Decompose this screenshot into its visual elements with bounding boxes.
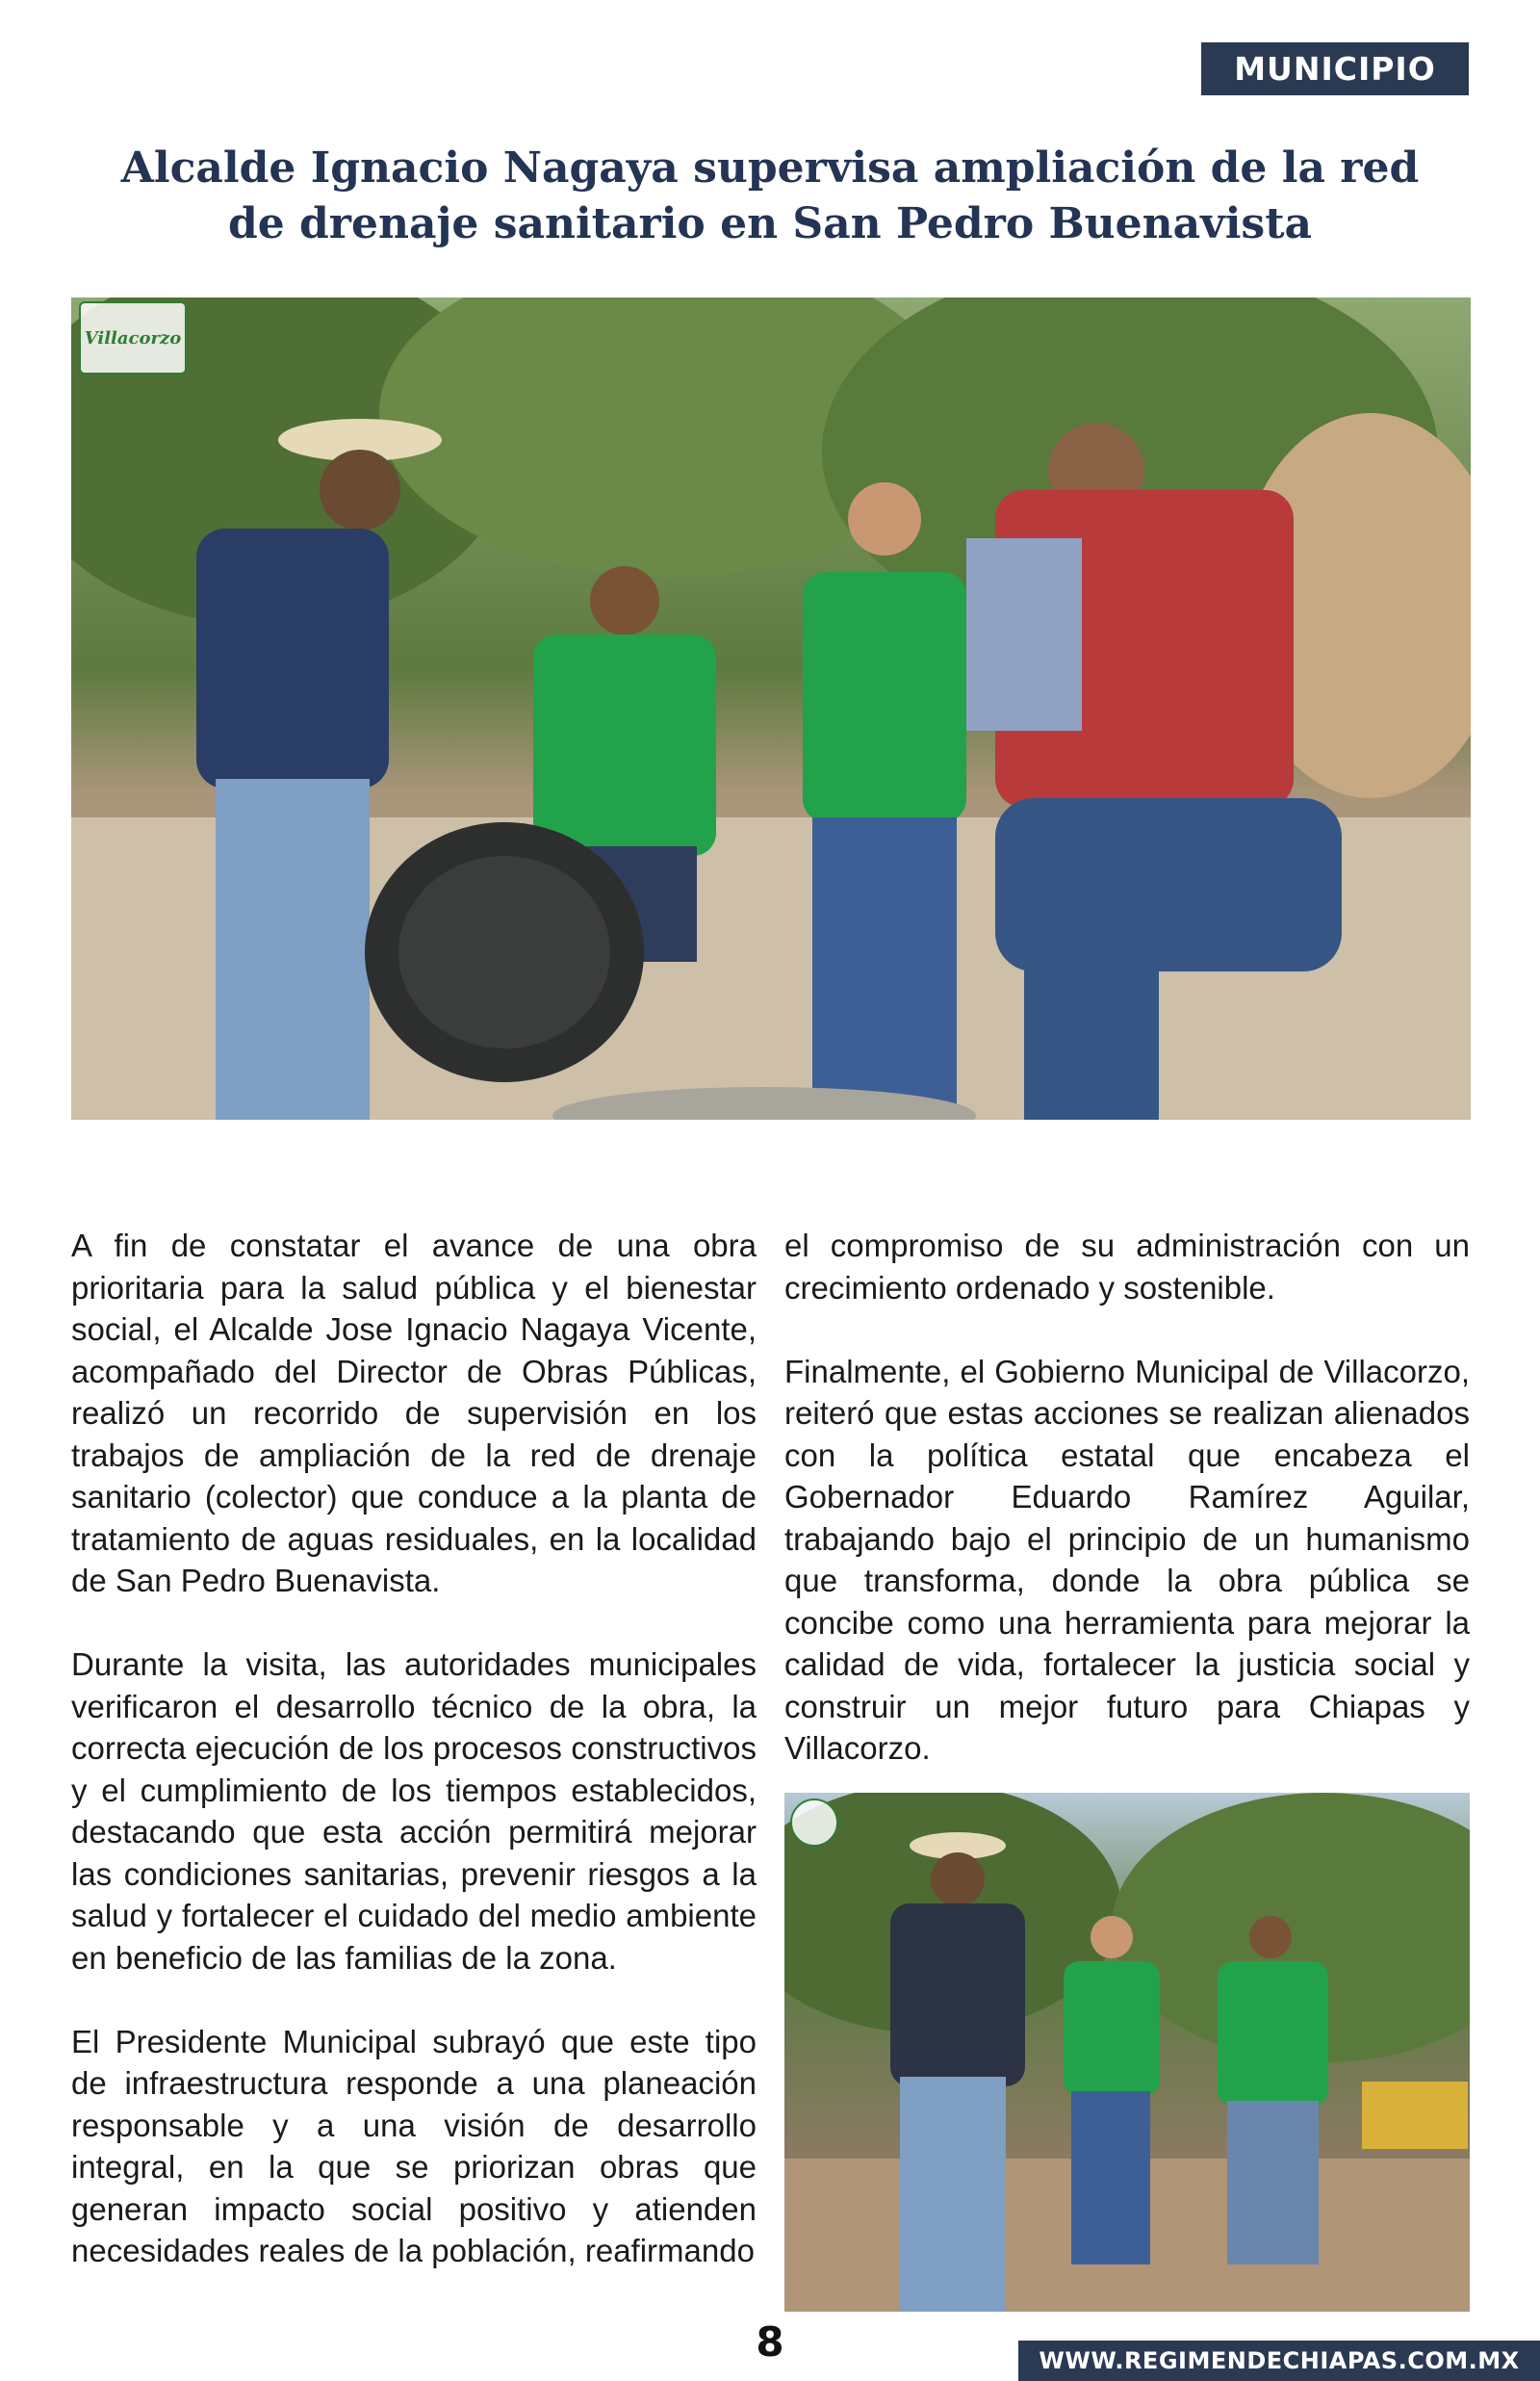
villacorzo-logo-small	[790, 1799, 838, 1847]
paragraph: Durante la visita, las autoridades municipales verificaron el desarrollo técnico de la obra, la correcta ejecución de los procesos constructivos y el cumplimiento de los tiempos establecidos, destacando que esta acción permitirá mejorar las condiciones sanitarias, prevenir riesgos a la salud y fortalecer el cuidado del medio ambiente en beneficio de las familias de la zona.	[71, 1646, 757, 1976]
main-photo	[71, 298, 1471, 1120]
section-tag: MUNICIPIO	[1201, 42, 1469, 95]
paragraph: el compromiso de su administración con un crecimiento ordenado y sostenible.	[784, 1228, 1470, 1306]
paragraph: El Presidente Municipal subrayó que este tipo de infraestructura responde a una planeación responsable y a una visión de desarrollo integral, en la que se priorizan obras que generan impacto social positivo y atienden necesidades reales de la población, reafirmando	[71, 2023, 757, 2268]
paragraph: Finalmente, el Gobierno Municipal de Villacorzo, reiteró que estas acciones se realizan alienados con la política estatal que encabeza el Gobernador Eduardo Ramírez Aguilar, trabajando bajo el principio de un humanismo que transforma, donde la obra pública se concibe como una herramienta para mejorar la calidad de vida, fortalecer la justicia social y construir un mejor futuro para Chiapas y Villacorzo.	[784, 1353, 1470, 1766]
paragraph: A fin de constatar el avance de una obra prioritaria para la salud pública y el bienestar social, el Alcalde Jose Ignacio Nagaya Vicente, acompañado del Director de Obras Públicas, realizó un recorrido de supervisión en los trabajos de ampliación de la red de drenaje sanitario (colector) que conduce a la planta de tratamiento de aguas residuales, en la localidad de San Pedro Buenavista.	[71, 1228, 757, 1598]
page-number: 8	[756, 2318, 784, 2366]
article-body-right-column	[784, 1225, 1470, 1770]
article-body-left-column	[71, 1225, 757, 2272]
villacorzo-logo: Villacorzo	[79, 301, 187, 375]
secondary-photo	[784, 1793, 1470, 2312]
article-headline: Alcalde Ignacio Nagaya supervisa ampliación de la red de drenaje sanitario en San Pedro Buenavista	[120, 143, 1420, 248]
footer-url[interactable]: WWW.REGIMENDECHIAPAS.COM.MX	[1018, 2341, 1540, 2381]
